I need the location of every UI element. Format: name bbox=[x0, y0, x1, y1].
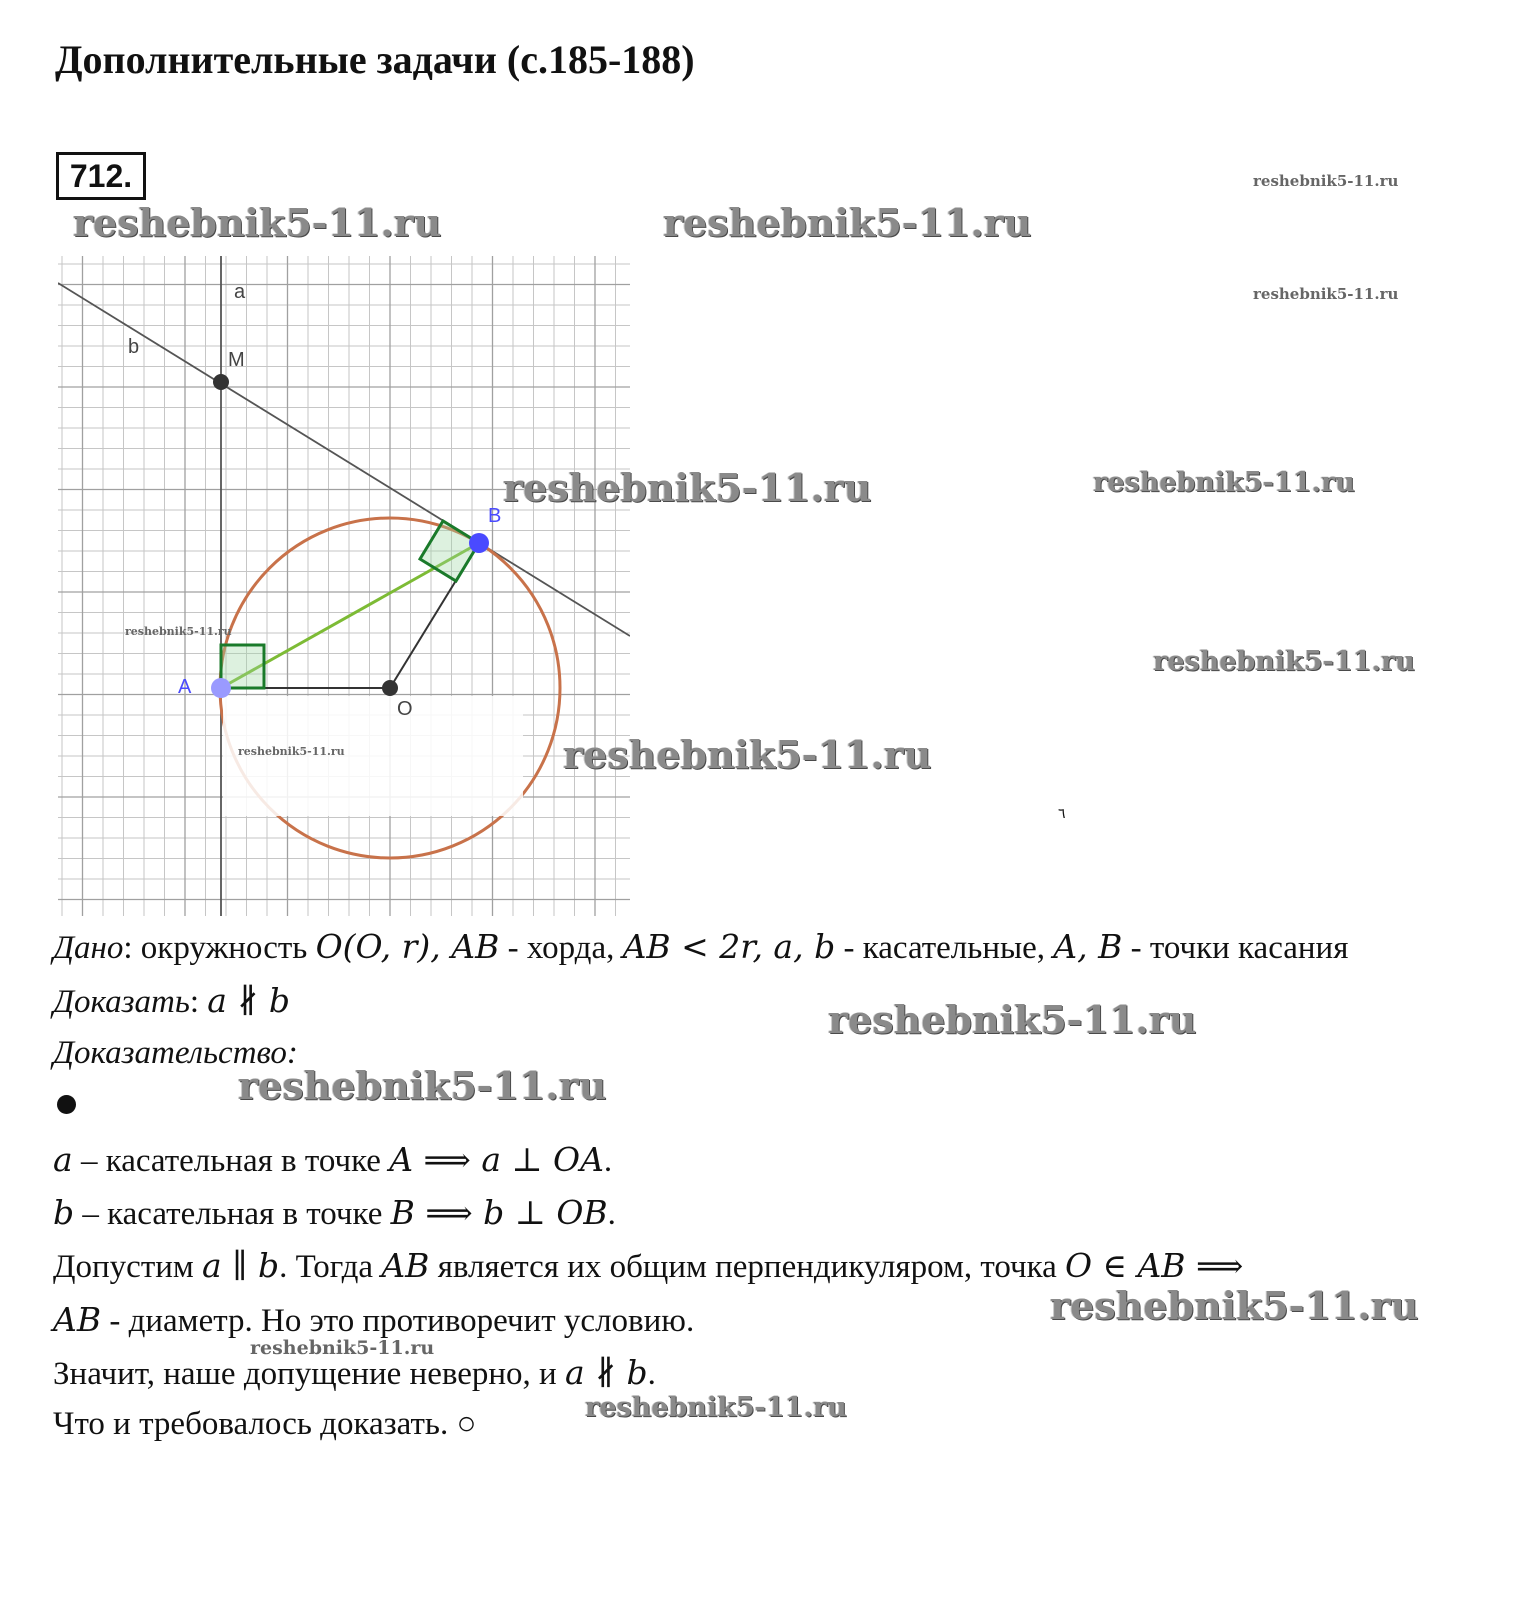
label-b-line: b bbox=[128, 336, 140, 358]
watermark: reshebnik5-11.ru bbox=[663, 200, 1032, 245]
watermark: reshebnik5-11.ru bbox=[1253, 285, 1399, 303]
proof-line-5: Значит, наше допущение неверно, и a ∦ b. bbox=[53, 1353, 656, 1392]
point-m bbox=[213, 374, 229, 390]
page-title: Дополнительные задачи (с.185-188) bbox=[55, 37, 695, 82]
bullet-icon bbox=[57, 1095, 76, 1114]
watermark: reshebnik5-11.ru bbox=[503, 465, 872, 510]
point-b bbox=[469, 533, 489, 553]
watermark: reshebnik5-11.ru bbox=[238, 1063, 607, 1108]
prove-line: Доказать: a ∦ b bbox=[53, 981, 290, 1020]
watermark: reshebnik5-11.ru bbox=[563, 732, 932, 777]
proof-line-4: AB - диаметр. Но это противоречит условию. bbox=[53, 1300, 695, 1339]
label-b-point: B bbox=[488, 505, 502, 527]
proof-line-1: a – касательная в точке A ⟹ a ⊥ OA. bbox=[53, 1140, 613, 1179]
watermark: reshebnik5-11.ru bbox=[585, 1392, 847, 1423]
geometry-figure bbox=[58, 256, 630, 916]
given-line: Дано: окружность O(O, r), AB - хорда, AB < 2r, a, b - касательные, A, B - точки касания bbox=[53, 927, 1349, 966]
label-m: M bbox=[228, 349, 245, 371]
label-a-line: a bbox=[234, 281, 246, 303]
problem-number: 712. bbox=[56, 152, 146, 200]
given-label: Дано bbox=[53, 930, 124, 966]
watermark: reshebnik5-11.ru bbox=[238, 745, 345, 758]
point-o bbox=[382, 680, 398, 696]
watermark: reshebnik5-11.ru bbox=[73, 200, 442, 245]
watermark: reshebnik5-11.ru bbox=[250, 1337, 435, 1359]
watermark: reshebnik5-11.ru bbox=[125, 625, 232, 638]
label-a-point: A bbox=[178, 676, 192, 698]
watermark: reshebnik5-11.ru bbox=[1153, 646, 1415, 677]
prove-label: Доказать bbox=[53, 984, 190, 1020]
label-o: O bbox=[397, 698, 413, 720]
watermark: reshebnik5-11.ru bbox=[1093, 467, 1355, 498]
stray-mark: ٦ bbox=[1058, 805, 1066, 821]
proof-line-2: b – касательная в точке B ⟹ b ⊥ OB. bbox=[53, 1193, 616, 1232]
watermark: reshebnik5-11.ru bbox=[1253, 172, 1399, 190]
proof-line-3: Допустим a ∥ b. Тогда AB является их общим перпендикуляром, точка O ∈ AB ⟹ bbox=[53, 1246, 1244, 1285]
proof-line-6: Что и требовалось доказать. ○ bbox=[53, 1406, 477, 1442]
grid bbox=[58, 256, 630, 916]
point-a bbox=[211, 678, 231, 698]
proof-label: Доказательство: bbox=[53, 1035, 298, 1071]
watermark: reshebnik5-11.ru bbox=[828, 997, 1197, 1042]
watermark: reshebnik5-11.ru bbox=[1050, 1283, 1419, 1328]
